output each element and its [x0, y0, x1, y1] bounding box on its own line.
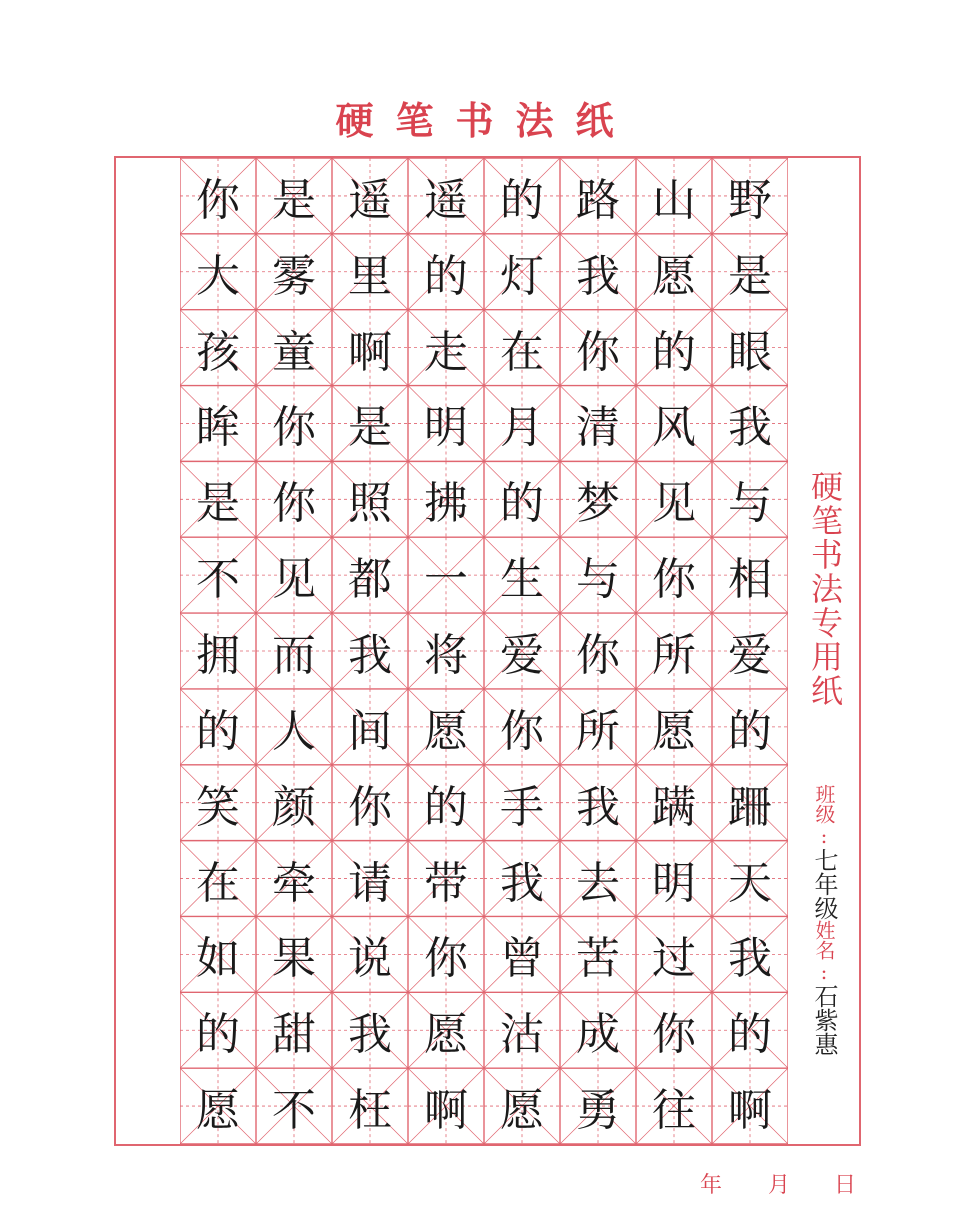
- grid-character: 山: [652, 174, 696, 226]
- grid-character: 跚: [728, 781, 772, 833]
- grid-character: 风: [652, 402, 696, 454]
- grid-character: 照: [348, 478, 392, 530]
- grid-character: 我: [576, 781, 620, 833]
- grid-character: 相: [728, 554, 772, 606]
- grid-character: 愿: [500, 1085, 544, 1137]
- grid-character: 见: [272, 554, 316, 606]
- class-info: [812, 784, 842, 1056]
- grid-character: 请: [348, 857, 392, 909]
- grid-character: 果: [272, 933, 316, 985]
- grid-character: 我: [348, 629, 392, 681]
- grid-character: 去: [576, 857, 620, 909]
- grid-character: 曾: [500, 933, 544, 985]
- grid-character: 是: [728, 250, 772, 302]
- grid-character: 愿: [424, 705, 468, 757]
- grid-character: 而: [272, 629, 316, 681]
- grid-character: 我: [728, 933, 772, 985]
- grid-character: 你: [424, 933, 468, 985]
- grid-character: 在: [500, 326, 544, 378]
- grid-character: 野: [728, 174, 772, 226]
- name-label: 姓名: [812, 920, 836, 960]
- grid-character: 说: [348, 933, 392, 985]
- grid-character: 生: [500, 554, 544, 606]
- grid-character: 路: [576, 174, 620, 226]
- grid-character: 爱: [500, 629, 544, 681]
- grid-character: 见: [652, 478, 696, 530]
- grid-character: 间: [348, 705, 392, 757]
- grid-character: 颜: [272, 781, 316, 833]
- grid-character: 拂: [424, 478, 468, 530]
- grid-character: 所: [652, 629, 696, 681]
- grid-character: 啊: [348, 326, 392, 378]
- grid-character: 是: [272, 174, 316, 226]
- grid-character: 苦: [576, 933, 620, 985]
- grid-character: 眸: [196, 402, 240, 454]
- grid-character: 啊: [424, 1085, 468, 1137]
- class-value: 七年级: [810, 848, 838, 920]
- grid-character: 一: [424, 554, 468, 606]
- grid-character: 手: [500, 781, 544, 833]
- grid-character: 天: [728, 857, 772, 909]
- grid-character: 灯: [500, 250, 544, 302]
- grid-character: 我: [576, 250, 620, 302]
- grid-character: 成: [576, 1009, 620, 1061]
- grid-character: 你: [272, 402, 316, 454]
- page-title: 硬笔书法纸: [335, 98, 636, 143]
- grid-character: 明: [424, 402, 468, 454]
- grid-character: 与: [728, 478, 772, 530]
- grid-character: 你: [348, 781, 392, 833]
- name-value: 石紫惠: [810, 984, 838, 1056]
- grid-character: 不: [272, 1085, 316, 1137]
- grid-character: 往: [652, 1085, 696, 1137]
- grid-character: 与: [576, 554, 620, 606]
- grid-character: 我: [348, 1009, 392, 1061]
- grid-character: 的: [196, 705, 240, 757]
- date-month: 月: [768, 1173, 791, 1198]
- grid-character: 你: [500, 705, 544, 757]
- grid-character: 拥: [196, 629, 240, 681]
- grid-character: 带: [424, 857, 468, 909]
- name-colon: :: [812, 960, 836, 984]
- grid-character: 在: [196, 857, 240, 909]
- character-grid: [180, 158, 788, 1144]
- grid-character: 不: [196, 554, 240, 606]
- grid-character: 啊: [728, 1085, 772, 1137]
- grid-character: 大: [196, 250, 240, 302]
- grid-character: 愿: [196, 1085, 240, 1137]
- grid-character: 你: [652, 1009, 696, 1061]
- grid-character: 都: [348, 554, 392, 606]
- grid-character: 月: [500, 402, 544, 454]
- grid-character: 所: [576, 705, 620, 757]
- grid-character: 愿: [652, 250, 696, 302]
- grid-character: 你: [652, 554, 696, 606]
- grid-character: 的: [500, 478, 544, 530]
- grid-character: 的: [424, 781, 468, 833]
- grid-character: 我: [728, 402, 772, 454]
- date-year: 年: [700, 1173, 723, 1198]
- grid-character: 的: [500, 174, 544, 226]
- grid-character: 的: [728, 705, 772, 757]
- grid-character: 的: [424, 250, 468, 302]
- grid-character: 勇: [576, 1085, 620, 1137]
- grid-character: 你: [576, 326, 620, 378]
- grid-character: 我: [500, 857, 544, 909]
- grid-character: 里: [348, 250, 392, 302]
- grid-character: 甜: [272, 1009, 316, 1061]
- grid-character: 走: [424, 326, 468, 378]
- grid-character: 过: [652, 933, 696, 985]
- grid-character: 的: [652, 326, 696, 378]
- grid-character: 童: [272, 326, 316, 378]
- grid-character: 遥: [424, 174, 468, 226]
- grid-character: 你: [576, 629, 620, 681]
- grid-character: 沽: [500, 1009, 544, 1061]
- grid-character: 的: [196, 1009, 240, 1061]
- grid-character: 笑: [196, 781, 240, 833]
- grid-character: 如: [196, 933, 240, 985]
- grid-character: 遥: [348, 174, 392, 226]
- grid-character: 枉: [348, 1085, 392, 1137]
- grid-character: 是: [348, 402, 392, 454]
- grid-character: 孩: [196, 326, 240, 378]
- grid-character: 明: [652, 857, 696, 909]
- grid-character: 你: [272, 478, 316, 530]
- grid-character: 梦: [576, 478, 620, 530]
- class-colon: :: [812, 824, 836, 848]
- grid-character: 蹒: [652, 781, 696, 833]
- grid-character: 将: [424, 629, 468, 681]
- grid-character: 清: [576, 402, 620, 454]
- grid-character: 的: [728, 1009, 772, 1061]
- grid-character: 愿: [652, 705, 696, 757]
- date-day: 日: [834, 1173, 857, 1198]
- grid-character: 爱: [728, 629, 772, 681]
- side-title: 硬笔书法专用纸: [806, 470, 844, 708]
- grid-character: 牵: [272, 857, 316, 909]
- grid-character: 愿: [424, 1009, 468, 1061]
- grid-character: 是: [196, 478, 240, 530]
- grid-character: 人: [272, 705, 316, 757]
- grid-character: 眼: [728, 326, 772, 378]
- class-label: 班级: [812, 784, 836, 824]
- grid-character: 雾: [272, 250, 316, 302]
- grid-character: 你: [196, 174, 240, 226]
